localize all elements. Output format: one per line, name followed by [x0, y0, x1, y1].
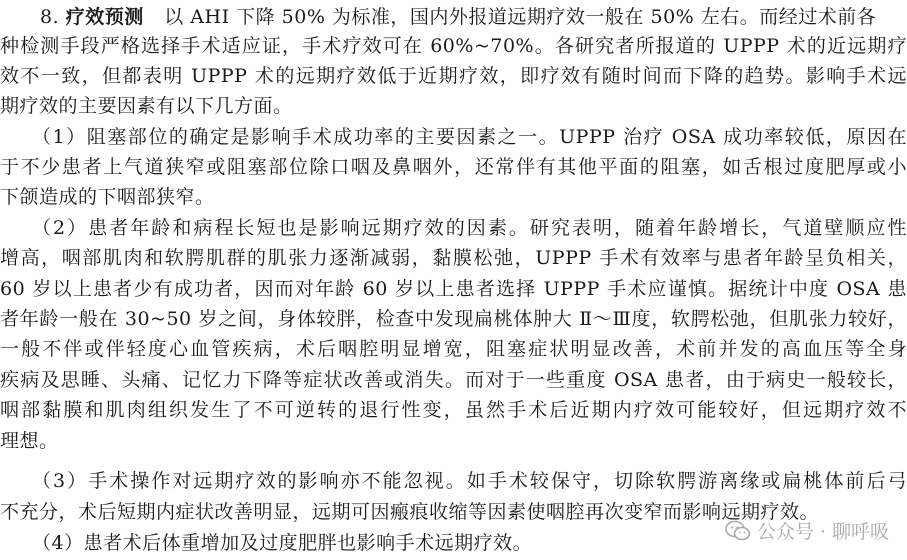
section-8-line-2: 种检测手段严格选择手术适应证，手术疗效可在 60%~70%。各研究者所报道的 UPPP 术的近远期疗	[0, 35, 907, 57]
para-1-line-2: 于不少患者上气道狭窄或阻塞部位除口咽及鼻咽外，还常伴有其他平面的阻塞，如舌根过度肥厚或小	[0, 156, 907, 178]
para-1-line-1: （1）阻塞部位的确定是影响手术成功率的主要因素之一。UPPP 治疗 OSA 成功率较低，原因在	[32, 126, 907, 148]
section-8-line-1	[40, 4, 907, 30]
para-4-line-1: （4）患者术后体重增加及过度肥胖也影响手术远期疗效。	[32, 532, 533, 554]
para-2-line-2: 增高，咽部肌肉和软腭肌群的肌张力逐渐减弱，黏膜松弛，UPPP 手术有效率与患者年龄呈负相关，	[0, 247, 907, 269]
section-number: 8.	[40, 6, 60, 28]
section-line-1-text: 以 AHI 下降 50% 为标准，国内外报道远期疗效一般在 50% 左右。而经过术前各	[164, 6, 877, 28]
para-1-line-3: 下颌造成的下咽部狭窄。	[0, 186, 215, 208]
para-2-line-3: 60 岁以上患者少有成功者，因而对年龄 60 岁以上患者选择 UPPP 手术应谨慎。据统计中度 OSA 患	[0, 278, 907, 300]
para-3-line-2: 不充分，术后短期内症状改善明显，远期可因瘢痕收缩等因素使咽腔再次变窄而影响远期疗效。	[0, 501, 820, 523]
para-2-line-8: 理想。	[0, 430, 59, 452]
para-2-line-5: 一般不伴或伴轻度心血管疾病，术后咽腔明显增宽，阻塞症状明显改善，术前并发的高血压等全身	[0, 338, 907, 360]
section-heading: 疗效预测	[65, 6, 144, 28]
para-2-line-4: 者年龄一般在 30~50 岁之间，身体较胖，检查中发现扁桃体肿大 Ⅱ～Ⅲ度，软腭松弛，但肌张力较好，	[0, 308, 907, 330]
section-8-line-4: 期疗效的主要因素有以下几方面。	[0, 95, 293, 117]
para-2-line-1: （2）患者年龄和病程长短也是影响远期疗效的因素。研究表明，随着年龄增长，气道壁顺应性	[32, 217, 907, 239]
section-8-line-3: 效不一致，但都表明 UPPP 术的远期疗效低于近期疗效，即疗效有随时间而下降的趋势。影响手术远	[0, 65, 907, 87]
para-2-line-7: 咽部黏膜和肌肉组织发生了不可逆转的退行性变，虽然手术后近期内疗效可能较好，但远期疗效不	[0, 399, 907, 421]
wechat-icon	[725, 520, 751, 542]
para-3-line-1: （3）手术操作对远期疗效的影响亦不能忽视。如手术较保守，切除软腭游离缘或扁桃体前后弓	[32, 470, 907, 492]
watermark	[725, 517, 889, 544]
para-2-line-6: 疾病及思睡、头痛、记忆力下降等症状改善或消失。而对于一些重度 OSA 患者，由于病史一般较长，	[0, 369, 907, 391]
watermark-text: 公众号 · 聊呼吸	[756, 521, 889, 543]
